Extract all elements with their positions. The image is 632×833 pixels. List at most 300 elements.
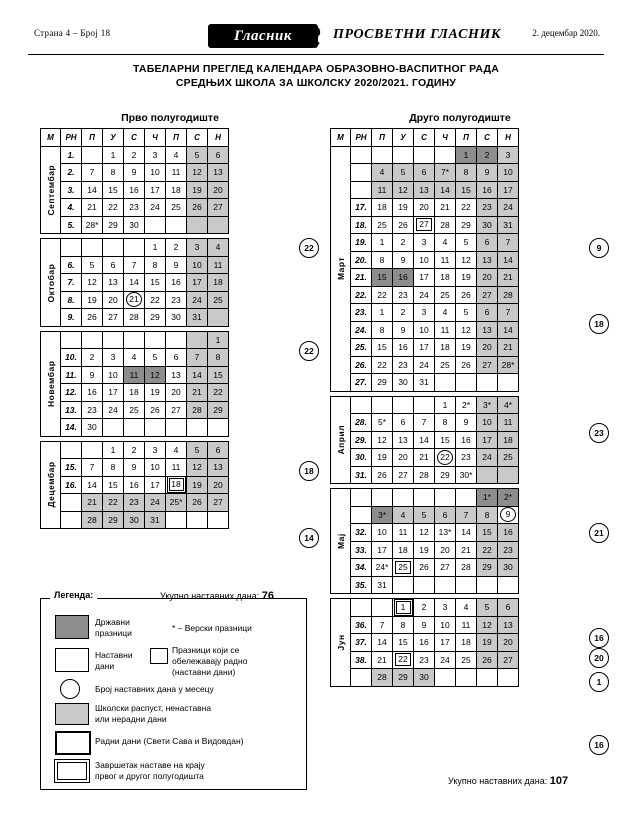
day-cell[interactable]	[456, 669, 477, 687]
day-cell[interactable]: 3	[414, 234, 435, 252]
day-cell[interactable]: 19	[477, 634, 498, 652]
day-cell[interactable]: 1	[145, 239, 166, 257]
day-cell[interactable]: 23	[477, 199, 498, 217]
day-cell[interactable]: 6	[103, 256, 124, 274]
day-cell[interactable]: 9	[124, 459, 145, 477]
day-cell[interactable]: 3	[145, 146, 166, 164]
day-cell[interactable]: 22	[103, 494, 124, 512]
day-cell[interactable]: 19	[456, 339, 477, 357]
day-cell[interactable]	[477, 576, 498, 594]
day-cell[interactable]: 4	[124, 349, 145, 367]
day-cell[interactable]: 17	[414, 339, 435, 357]
day-cell[interactable]: 10	[145, 459, 166, 477]
day-cell[interactable]: 4*	[498, 396, 519, 414]
day-cell[interactable]: 14	[498, 251, 519, 269]
day-cell[interactable]: 8	[103, 459, 124, 477]
day-cell[interactable]: 21	[456, 541, 477, 559]
day-cell[interactable]: 17	[103, 384, 124, 402]
day-cell[interactable]: 13	[477, 251, 498, 269]
day-cell[interactable]: 28	[82, 511, 103, 529]
day-cell[interactable]: 13	[477, 321, 498, 339]
day-cell[interactable]: 18	[372, 199, 393, 217]
day-cell[interactable]	[498, 669, 519, 687]
day-cell[interactable]: 28	[414, 466, 435, 484]
day-cell[interactable]: 14	[435, 181, 456, 199]
day-cell[interactable]	[372, 396, 393, 414]
day-cell[interactable]: 7	[498, 234, 519, 252]
day-cell[interactable]: 13	[414, 181, 435, 199]
day-cell[interactable]	[372, 599, 393, 617]
day-cell[interactable]: 3*	[477, 396, 498, 414]
day-cell[interactable]: 3	[414, 304, 435, 322]
day-cell[interactable]: 14	[82, 476, 103, 494]
day-cell[interactable]: 13	[393, 431, 414, 449]
day-cell[interactable]: 7	[414, 414, 435, 432]
day-cell[interactable]: 16	[393, 269, 414, 287]
day-cell[interactable]: 26	[393, 216, 414, 234]
day-cell[interactable]: 29	[393, 669, 414, 687]
day-cell[interactable]: 27	[393, 466, 414, 484]
day-cell[interactable]: 15	[435, 431, 456, 449]
day-cell[interactable]: 27	[208, 199, 229, 217]
day-cell[interactable]: 11	[435, 321, 456, 339]
day-cell[interactable]: 21	[498, 269, 519, 287]
day-cell[interactable]: 9	[82, 366, 103, 384]
day-cell[interactable]: 12	[187, 164, 208, 182]
day-cell[interactable]	[187, 511, 208, 529]
day-cell[interactable]: 6	[208, 441, 229, 459]
day-cell[interactable]: 18	[435, 339, 456, 357]
day-cell[interactable]	[124, 419, 145, 437]
day-cell[interactable]: 28	[498, 286, 519, 304]
day-cell[interactable]: 26	[456, 286, 477, 304]
day-cell[interactable]	[393, 489, 414, 507]
day-cell[interactable]: 1*	[477, 489, 498, 507]
day-cell[interactable]: 13	[166, 366, 187, 384]
day-cell[interactable]: 27	[414, 216, 435, 234]
day-cell[interactable]: 4	[435, 304, 456, 322]
day-cell[interactable]: 10	[435, 616, 456, 634]
day-cell[interactable]: 19	[393, 199, 414, 217]
day-cell[interactable]: 13*	[435, 524, 456, 542]
day-cell[interactable]: 15	[145, 274, 166, 292]
day-cell[interactable]: 2	[82, 349, 103, 367]
day-cell[interactable]: 5	[187, 146, 208, 164]
day-cell[interactable]: 28	[456, 559, 477, 577]
day-cell[interactable]: 31	[372, 576, 393, 594]
day-cell[interactable]: 2	[124, 441, 145, 459]
day-cell[interactable]: 29	[477, 559, 498, 577]
day-cell[interactable]: 12	[82, 274, 103, 292]
day-cell[interactable]	[393, 146, 414, 164]
day-cell[interactable]	[166, 511, 187, 529]
day-cell[interactable]: 24	[103, 401, 124, 419]
day-cell[interactable]	[498, 466, 519, 484]
day-cell[interactable]: 15	[208, 366, 229, 384]
day-cell[interactable]: 26	[187, 199, 208, 217]
day-cell[interactable]: 5	[477, 599, 498, 617]
day-cell[interactable]: 2*	[456, 396, 477, 414]
day-cell[interactable]	[393, 576, 414, 594]
day-cell[interactable]: 17	[372, 541, 393, 559]
day-cell[interactable]: 29	[145, 309, 166, 327]
day-cell[interactable]: 3	[145, 441, 166, 459]
day-cell[interactable]	[166, 419, 187, 437]
day-cell[interactable]: 4	[393, 506, 414, 524]
day-cell[interactable]: 15	[372, 269, 393, 287]
day-cell[interactable]: 31	[145, 511, 166, 529]
day-cell[interactable]	[477, 466, 498, 484]
day-cell[interactable]: 2*	[498, 489, 519, 507]
day-cell[interactable]	[145, 419, 166, 437]
day-cell[interactable]: 15	[103, 181, 124, 199]
day-cell[interactable]: 16	[166, 274, 187, 292]
day-cell[interactable]: 1	[372, 304, 393, 322]
day-cell[interactable]: 4	[208, 239, 229, 257]
day-cell[interactable]	[187, 331, 208, 349]
day-cell[interactable]: 30	[82, 419, 103, 437]
day-cell[interactable]: 25	[456, 651, 477, 669]
day-cell[interactable]: 9	[498, 506, 519, 524]
day-cell[interactable]: 16	[82, 384, 103, 402]
day-cell[interactable]: 23	[498, 541, 519, 559]
day-cell[interactable]: 23	[414, 651, 435, 669]
day-cell[interactable]: 18	[498, 431, 519, 449]
day-cell[interactable]: 20	[208, 181, 229, 199]
day-cell[interactable]: 20	[103, 291, 124, 309]
day-cell[interactable]: 18	[124, 384, 145, 402]
day-cell[interactable]: 6	[208, 146, 229, 164]
day-cell[interactable]: 12	[145, 366, 166, 384]
day-cell[interactable]: 25	[393, 559, 414, 577]
day-cell[interactable]: 23	[393, 356, 414, 374]
day-cell[interactable]	[372, 489, 393, 507]
day-cell[interactable]	[477, 669, 498, 687]
day-cell[interactable]	[456, 576, 477, 594]
day-cell[interactable]: 14	[187, 366, 208, 384]
day-cell[interactable]: 16	[414, 634, 435, 652]
day-cell[interactable]: 7*	[435, 164, 456, 182]
day-cell[interactable]: 17	[414, 269, 435, 287]
day-cell[interactable]: 20	[477, 339, 498, 357]
day-cell[interactable]: 18	[166, 476, 187, 494]
day-cell[interactable]: 1	[456, 146, 477, 164]
day-cell[interactable]	[498, 374, 519, 392]
day-cell[interactable]: 22	[435, 449, 456, 467]
day-cell[interactable]: 24	[187, 291, 208, 309]
day-cell[interactable]	[208, 309, 229, 327]
day-cell[interactable]: 3	[498, 146, 519, 164]
day-cell[interactable]: 16	[456, 431, 477, 449]
day-cell[interactable]	[456, 489, 477, 507]
day-cell[interactable]: 29	[456, 216, 477, 234]
day-cell[interactable]: 23	[166, 291, 187, 309]
day-cell[interactable]: 9	[393, 251, 414, 269]
day-cell[interactable]: 29	[103, 216, 124, 234]
day-cell[interactable]: 26	[414, 559, 435, 577]
day-cell[interactable]: 14	[414, 431, 435, 449]
day-cell[interactable]: 16	[477, 181, 498, 199]
day-cell[interactable]: 2	[477, 146, 498, 164]
day-cell[interactable]: 11	[435, 251, 456, 269]
day-cell[interactable]: 10	[187, 256, 208, 274]
day-cell[interactable]: 21	[414, 449, 435, 467]
day-cell[interactable]: 23	[124, 494, 145, 512]
day-cell[interactable]: 7	[498, 304, 519, 322]
day-cell[interactable]: 5	[456, 304, 477, 322]
day-cell[interactable]	[456, 374, 477, 392]
day-cell[interactable]: 22	[456, 199, 477, 217]
day-cell[interactable]: 5*	[372, 414, 393, 432]
day-cell[interactable]: 5	[187, 441, 208, 459]
day-cell[interactable]: 22	[372, 286, 393, 304]
day-cell[interactable]: 11	[208, 256, 229, 274]
day-cell[interactable]: 25	[124, 401, 145, 419]
day-cell[interactable]: 17	[145, 181, 166, 199]
day-cell[interactable]	[124, 239, 145, 257]
day-cell[interactable]: 30	[124, 216, 145, 234]
day-cell[interactable]: 24	[414, 356, 435, 374]
day-cell[interactable]: 5	[456, 234, 477, 252]
day-cell[interactable]: 27	[435, 559, 456, 577]
day-cell[interactable]: 13	[498, 616, 519, 634]
day-cell[interactable]: 2	[124, 146, 145, 164]
day-cell[interactable]: 6	[498, 599, 519, 617]
day-cell[interactable]: 24	[498, 199, 519, 217]
day-cell[interactable]: 22	[393, 651, 414, 669]
day-cell[interactable]	[477, 374, 498, 392]
day-cell[interactable]: 17	[477, 431, 498, 449]
day-cell[interactable]	[124, 331, 145, 349]
day-cell[interactable]: 6	[477, 234, 498, 252]
day-cell[interactable]: 26	[456, 356, 477, 374]
day-cell[interactable]: 29	[208, 401, 229, 419]
day-cell[interactable]: 29	[103, 511, 124, 529]
day-cell[interactable]: 8	[208, 349, 229, 367]
day-cell[interactable]: 7	[372, 616, 393, 634]
day-cell[interactable]: 8	[372, 251, 393, 269]
day-cell[interactable]: 9	[124, 164, 145, 182]
day-cell[interactable]	[414, 489, 435, 507]
day-cell[interactable]: 14	[456, 524, 477, 542]
day-cell[interactable]: 20	[477, 269, 498, 287]
day-cell[interactable]: 9	[414, 616, 435, 634]
day-cell[interactable]: 8	[435, 414, 456, 432]
day-cell[interactable]: 11	[166, 459, 187, 477]
day-cell[interactable]: 28	[124, 309, 145, 327]
day-cell[interactable]: 1	[393, 599, 414, 617]
day-cell[interactable]: 30	[124, 511, 145, 529]
day-cell[interactable]: 17	[498, 181, 519, 199]
day-cell[interactable]: 2	[393, 234, 414, 252]
day-cell[interactable]: 31	[187, 309, 208, 327]
day-cell[interactable]: 8	[393, 616, 414, 634]
day-cell[interactable]	[414, 396, 435, 414]
day-cell[interactable]: 28*	[82, 216, 103, 234]
day-cell[interactable]: 30	[477, 216, 498, 234]
day-cell[interactable]: 12	[456, 321, 477, 339]
day-cell[interactable]: 26	[187, 494, 208, 512]
day-cell[interactable]: 9	[477, 164, 498, 182]
day-cell[interactable]	[435, 669, 456, 687]
day-cell[interactable]: 15	[372, 339, 393, 357]
day-cell[interactable]: 10	[103, 366, 124, 384]
day-cell[interactable]: 27	[208, 494, 229, 512]
day-cell[interactable]: 15	[477, 524, 498, 542]
day-cell[interactable]: 31	[414, 374, 435, 392]
day-cell[interactable]: 24	[145, 199, 166, 217]
day-cell[interactable]: 11	[456, 616, 477, 634]
day-cell[interactable]: 2	[166, 239, 187, 257]
day-cell[interactable]: 20	[393, 449, 414, 467]
day-cell[interactable]	[166, 331, 187, 349]
day-cell[interactable]: 28	[372, 669, 393, 687]
day-cell[interactable]: 29	[372, 374, 393, 392]
day-cell[interactable]: 12	[456, 251, 477, 269]
day-cell[interactable]: 3	[435, 599, 456, 617]
day-cell[interactable]: 16	[393, 339, 414, 357]
day-cell[interactable]: 5	[82, 256, 103, 274]
day-cell[interactable]: 19	[187, 181, 208, 199]
day-cell[interactable]: 25	[435, 286, 456, 304]
day-cell[interactable]: 16	[124, 181, 145, 199]
day-cell[interactable]: 13	[208, 164, 229, 182]
day-cell[interactable]: 5	[145, 349, 166, 367]
day-cell[interactable]: 24	[145, 494, 166, 512]
day-cell[interactable]: 16	[124, 476, 145, 494]
day-cell[interactable]: 25	[208, 291, 229, 309]
day-cell[interactable]: 10	[477, 414, 498, 432]
day-cell[interactable]: 12	[414, 524, 435, 542]
day-cell[interactable]: 18	[393, 541, 414, 559]
day-cell[interactable]: 19	[372, 449, 393, 467]
day-cell[interactable]	[435, 576, 456, 594]
day-cell[interactable]: 26	[82, 309, 103, 327]
day-cell[interactable]: 7	[124, 256, 145, 274]
day-cell[interactable]: 28*	[498, 356, 519, 374]
day-cell[interactable]: 7	[82, 459, 103, 477]
day-cell[interactable]: 1	[208, 331, 229, 349]
day-cell[interactable]: 19	[145, 384, 166, 402]
day-cell[interactable]: 26	[145, 401, 166, 419]
day-cell[interactable]: 7	[456, 506, 477, 524]
day-cell[interactable]: 30	[166, 309, 187, 327]
day-cell[interactable]: 8	[145, 256, 166, 274]
day-cell[interactable]: 19	[187, 476, 208, 494]
day-cell[interactable]: 17	[187, 274, 208, 292]
day-cell[interactable]: 31	[498, 216, 519, 234]
day-cell[interactable]	[187, 419, 208, 437]
day-cell[interactable]: 16	[498, 524, 519, 542]
day-cell[interactable]: 10	[414, 251, 435, 269]
day-cell[interactable]: 22	[372, 356, 393, 374]
day-cell[interactable]: 9	[393, 321, 414, 339]
day-cell[interactable]: 14	[498, 321, 519, 339]
day-cell[interactable]: 20	[166, 384, 187, 402]
day-cell[interactable]: 1	[372, 234, 393, 252]
day-cell[interactable]: 1	[103, 146, 124, 164]
day-cell[interactable]: 6	[477, 304, 498, 322]
day-cell[interactable]: 23	[456, 449, 477, 467]
day-cell[interactable]: 21	[187, 384, 208, 402]
day-cell[interactable]	[414, 576, 435, 594]
day-cell[interactable]: 27	[498, 651, 519, 669]
day-cell[interactable]: 17	[435, 634, 456, 652]
day-cell[interactable]: 4	[372, 164, 393, 182]
day-cell[interactable]	[393, 396, 414, 414]
day-cell[interactable]	[208, 216, 229, 234]
day-cell[interactable]: 25	[372, 216, 393, 234]
day-cell[interactable]: 23	[82, 401, 103, 419]
day-cell[interactable]: 25*	[166, 494, 187, 512]
day-cell[interactable]: 23	[393, 286, 414, 304]
day-cell[interactable]: 29	[435, 466, 456, 484]
day-cell[interactable]: 2	[393, 304, 414, 322]
day-cell[interactable]: 14	[372, 634, 393, 652]
day-cell[interactable]: 30	[498, 559, 519, 577]
day-cell[interactable]: 25	[435, 356, 456, 374]
day-cell[interactable]: 27	[477, 356, 498, 374]
day-cell[interactable]	[414, 146, 435, 164]
day-cell[interactable]: 8	[477, 506, 498, 524]
day-cell[interactable]: 20	[435, 541, 456, 559]
day-cell[interactable]: 21	[124, 291, 145, 309]
day-cell[interactable]: 6	[435, 506, 456, 524]
day-cell[interactable]: 24	[477, 449, 498, 467]
day-cell[interactable]: 11	[372, 181, 393, 199]
day-cell[interactable]	[103, 419, 124, 437]
day-cell[interactable]: 25	[166, 199, 187, 217]
day-cell[interactable]	[145, 216, 166, 234]
day-cell[interactable]: 17	[145, 476, 166, 494]
day-cell[interactable]: 24*	[372, 559, 393, 577]
day-cell[interactable]	[82, 441, 103, 459]
day-cell[interactable]: 22	[208, 384, 229, 402]
day-cell[interactable]: 26	[477, 651, 498, 669]
day-cell[interactable]: 19	[456, 269, 477, 287]
day-cell[interactable]: 20	[414, 199, 435, 217]
day-cell[interactable]: 4	[166, 146, 187, 164]
day-cell[interactable]: 12	[187, 459, 208, 477]
day-cell[interactable]	[208, 511, 229, 529]
day-cell[interactable]: 4	[435, 234, 456, 252]
day-cell[interactable]: 18	[456, 634, 477, 652]
day-cell[interactable]	[82, 146, 103, 164]
day-cell[interactable]: 21	[435, 199, 456, 217]
day-cell[interactable]: 14	[124, 274, 145, 292]
day-cell[interactable]: 26	[372, 466, 393, 484]
day-cell[interactable]	[435, 374, 456, 392]
day-cell[interactable]: 9	[166, 256, 187, 274]
day-cell[interactable]: 30	[393, 374, 414, 392]
day-cell[interactable]	[166, 216, 187, 234]
day-cell[interactable]: 18	[435, 269, 456, 287]
day-cell[interactable]: 28	[435, 216, 456, 234]
day-cell[interactable]: 20	[498, 634, 519, 652]
day-cell[interactable]: 7	[82, 164, 103, 182]
day-cell[interactable]: 22	[477, 541, 498, 559]
day-cell[interactable]: 20	[208, 476, 229, 494]
day-cell[interactable]: 3	[187, 239, 208, 257]
day-cell[interactable]	[498, 576, 519, 594]
day-cell[interactable]: 12	[372, 431, 393, 449]
day-cell[interactable]: 21	[82, 494, 103, 512]
day-cell[interactable]	[208, 419, 229, 437]
day-cell[interactable]: 18	[208, 274, 229, 292]
day-cell[interactable]: 6	[166, 349, 187, 367]
day-cell[interactable]: 30	[414, 669, 435, 687]
day-cell[interactable]: 11	[166, 164, 187, 182]
